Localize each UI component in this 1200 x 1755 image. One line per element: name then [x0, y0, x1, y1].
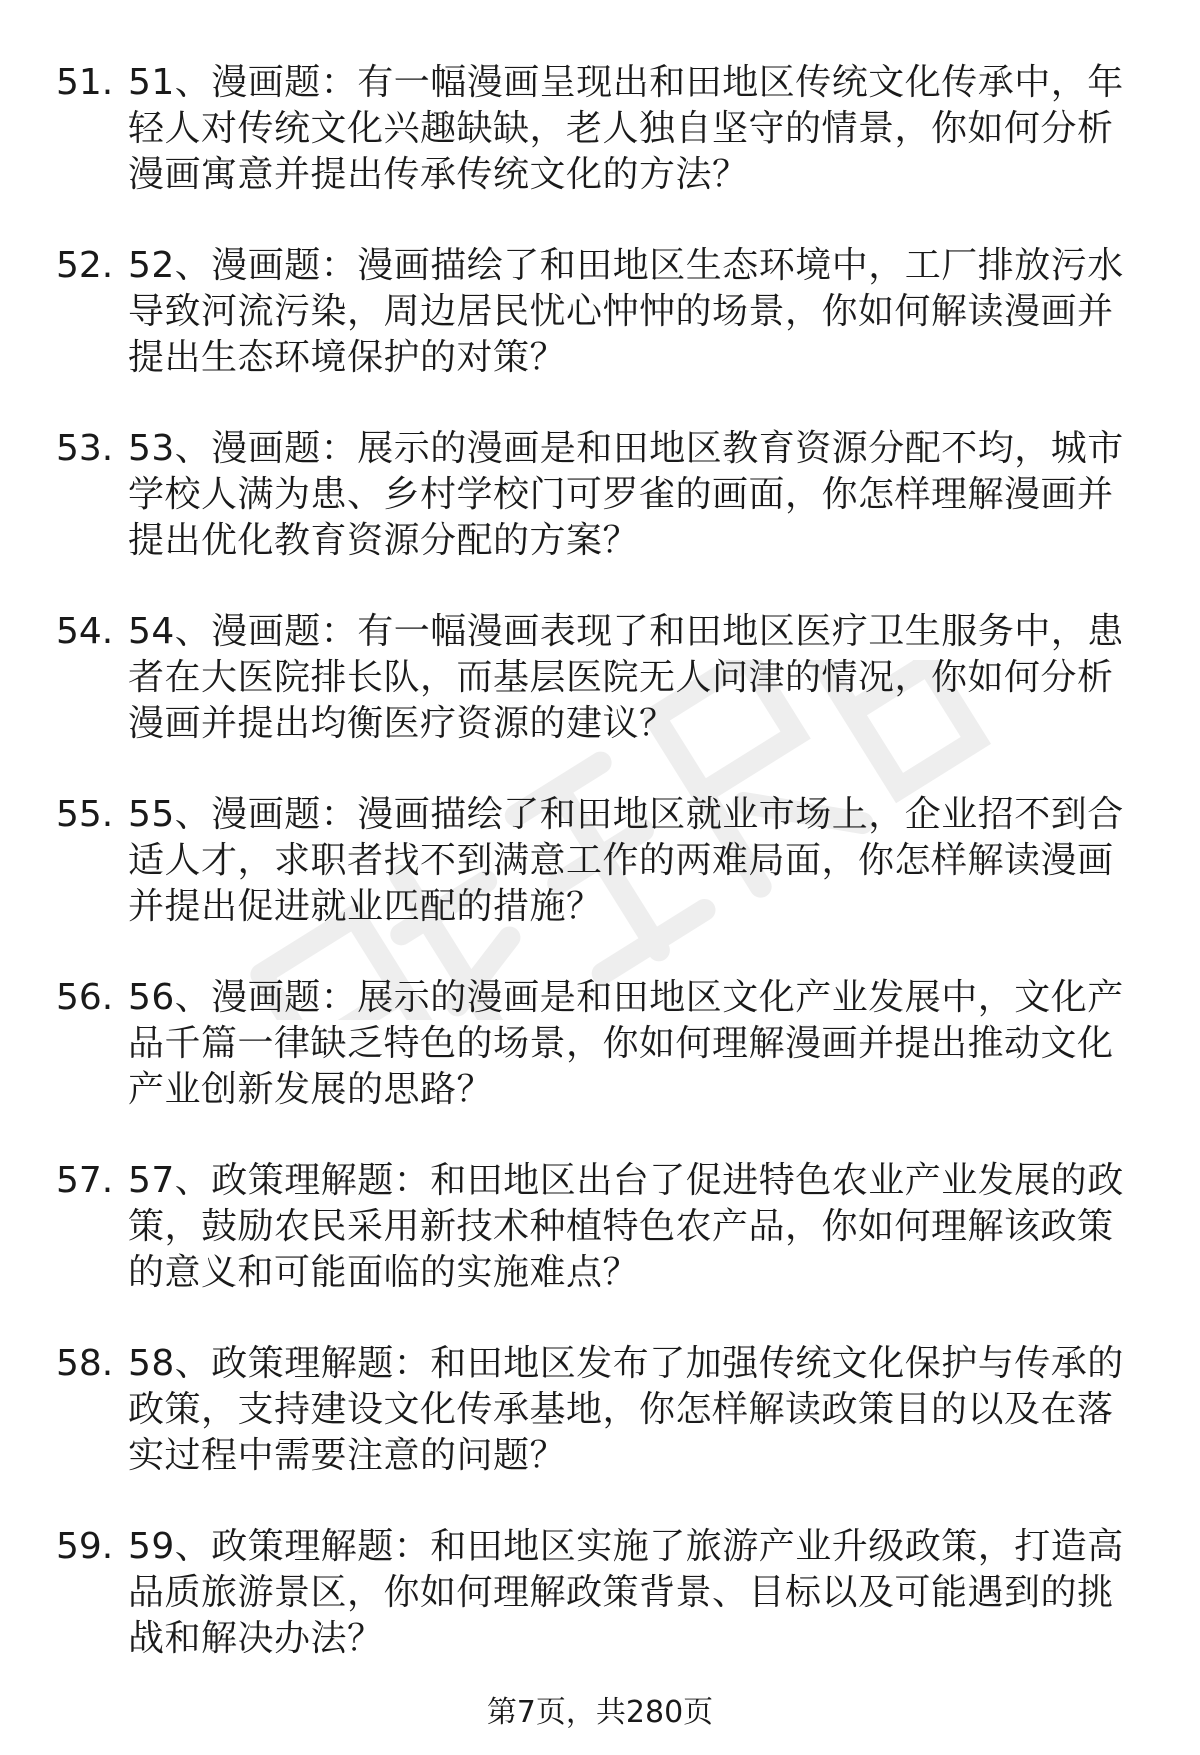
question-text: 54、漫画题：有一幅漫画表现了和田地区医疗卫生服务中，患者在大医院排长队，而基层医院无人问津的情况，你如何分析漫画并提出均衡医疗资源的建议？	[128, 611, 1124, 744]
question-number: 53.	[56, 428, 114, 469]
question-text: 52、漫画题：漫画描绘了和田地区生态环境中，工厂排放污水导致河流污染，周边居民忧心忡忡的场景，你如何解读漫画并提出生态环境保护的对策？	[128, 245, 1124, 378]
list-item	[0, 1158, 1200, 1296]
list-item	[0, 60, 1200, 198]
list-item	[0, 792, 1200, 930]
question-number: 52.	[56, 245, 114, 286]
question-text: 56、漫画题：展示的漫画是和田地区文化产业发展中，文化产品千篇一律缺乏特色的场景，你如何理解漫画并提出推动文化产业创新发展的思路？	[128, 977, 1124, 1110]
question-text: 55、漫画题：漫画描绘了和田地区就业市场上，企业招不到合适人才，求职者找不到满意工作的两难局面，你怎样解读漫画并提出促进就业匹配的措施？	[128, 794, 1124, 927]
question-number: 54.	[56, 611, 114, 652]
page-footer: 第7页，共280页	[486, 1695, 714, 1730]
question-number: 56.	[56, 977, 114, 1018]
question-text: 57、政策理解题：和田地区出台了促进特色农业产业发展的政策，鼓励农民采用新技术种植特色农产品，你如何理解该政策的意义和可能面临的实施难点？	[128, 1160, 1124, 1293]
list-item	[0, 975, 1200, 1113]
question-list	[0, 60, 1200, 1707]
list-item	[0, 243, 1200, 381]
question-text: 53、漫画题：展示的漫画是和田地区教育资源分配不均，城市学校人满为患、乡村学校门可罗雀的画面，你怎样理解漫画并提出优化教育资源分配的方案？	[128, 428, 1124, 561]
list-item	[0, 609, 1200, 747]
question-number: 59.	[56, 1526, 114, 1567]
question-number: 58.	[56, 1343, 114, 1384]
list-item	[0, 1524, 1200, 1662]
question-number: 55.	[56, 794, 114, 835]
question-number: 51.	[56, 62, 114, 103]
list-item	[0, 1341, 1200, 1479]
question-text: 59、政策理解题：和田地区实施了旅游产业升级政策，打造高品质旅游景区，你如何理解政策背景、目标以及可能遇到的挑战和解决办法？	[128, 1526, 1124, 1659]
question-text: 58、政策理解题：和田地区发布了加强传统文化保护与传承的政策，支持建设文化传承基地，你怎样解读政策目的以及在落实过程中需要注意的问题？	[128, 1343, 1124, 1476]
list-item	[0, 426, 1200, 564]
question-text: 51、漫画题：有一幅漫画呈现出和田地区传统文化传承中，年轻人对传统文化兴趣缺缺，老人独自坚守的情景，你如何分析漫画寓意并提出传承传统文化的方法？	[128, 62, 1124, 195]
question-number: 57.	[56, 1160, 114, 1201]
